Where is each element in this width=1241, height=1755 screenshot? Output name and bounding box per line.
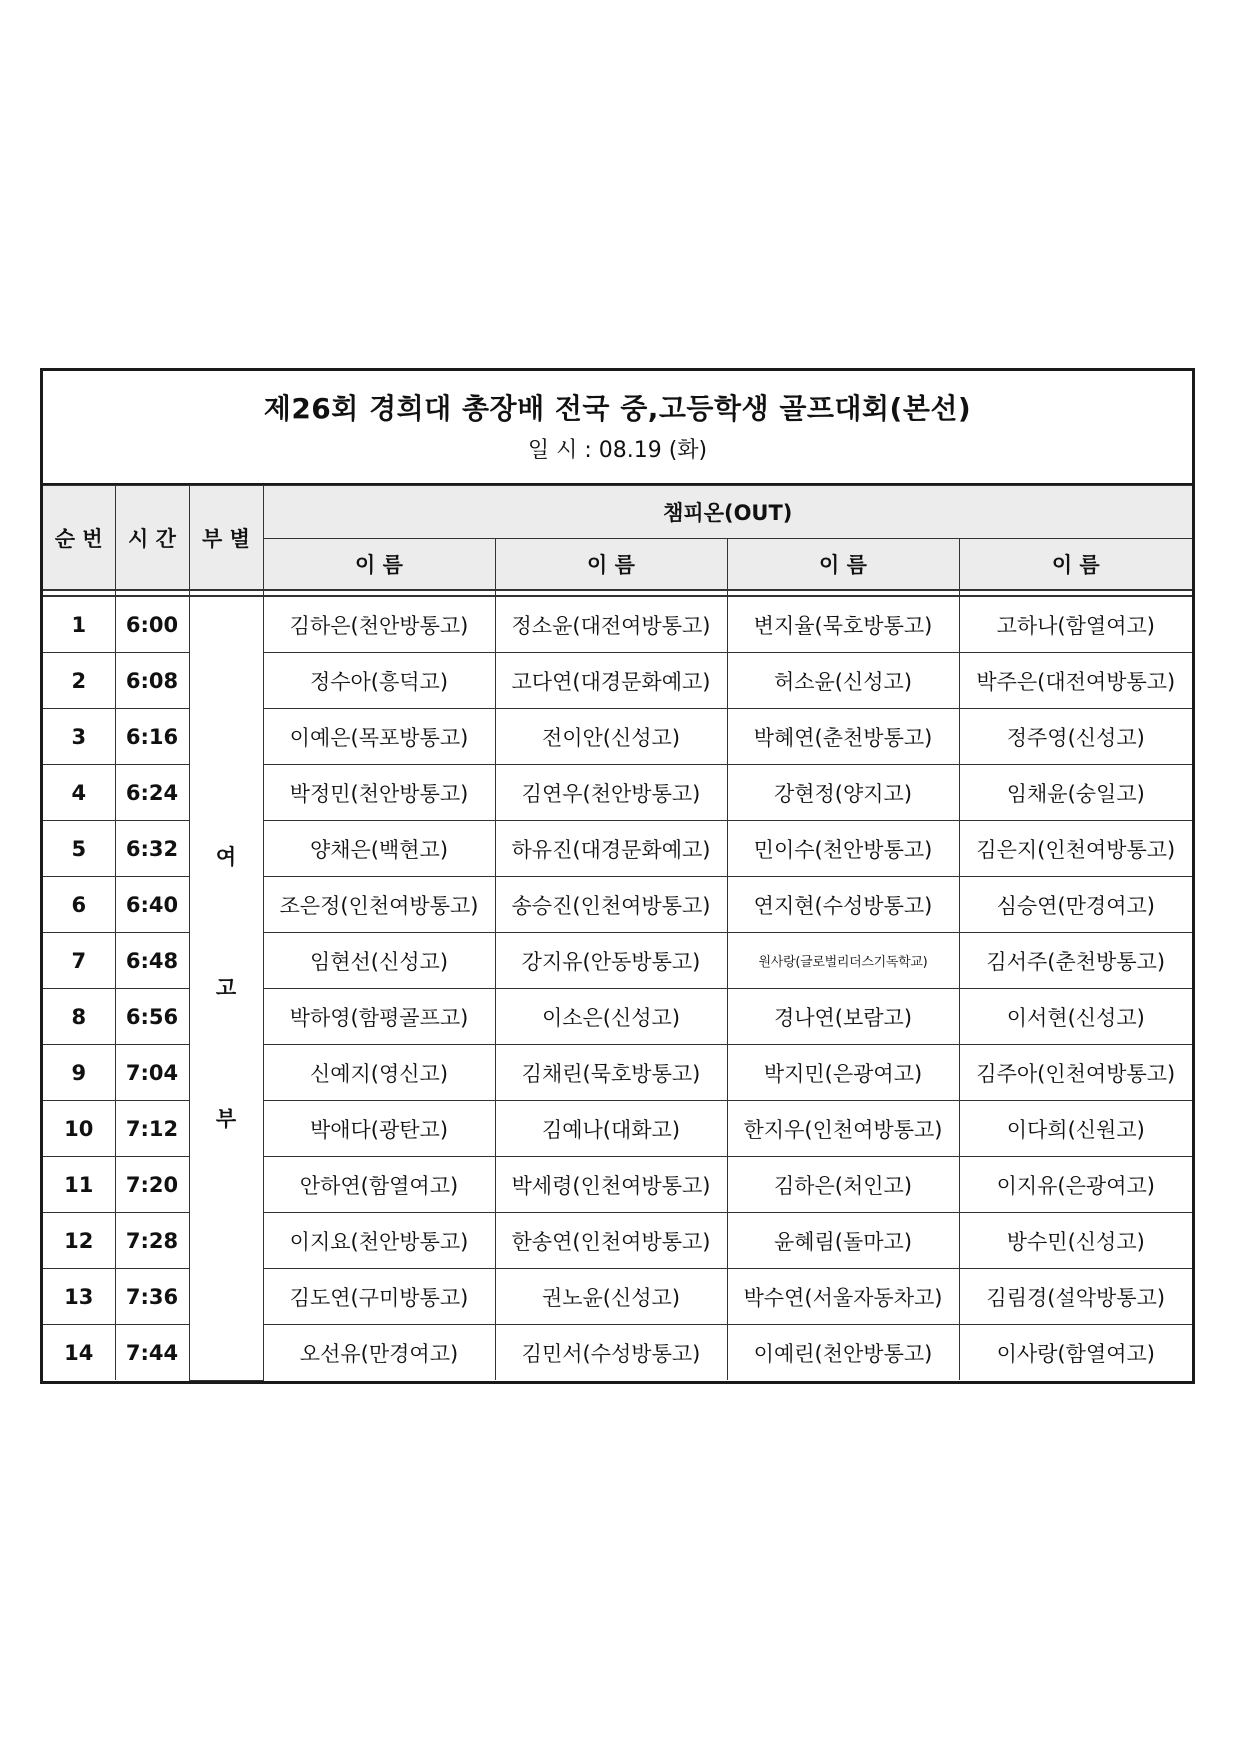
player-cell: 박세령(인천여방통고) <box>495 1157 727 1213</box>
page-title: 제26회 경희대 총장배 전국 중,고등학생 골프대회(본선) <box>263 392 972 425</box>
player-cell: 이사랑(함열여고) <box>959 1325 1192 1381</box>
player-cell: 이예은(목포방통고) <box>263 709 495 765</box>
time-cell: 6:08 <box>115 653 189 709</box>
division-char: 고 <box>215 975 237 1000</box>
player-cell: 김하은(처인고) <box>727 1157 959 1213</box>
player-cell: 강지유(안동방통고) <box>495 933 727 989</box>
player-cell: 민이수(천안방통고) <box>727 821 959 877</box>
header-time: 시 간 <box>115 486 189 591</box>
table-body <box>43 590 1192 1380</box>
time-cell: 7:12 <box>115 1101 189 1157</box>
time-cell: 6:24 <box>115 765 189 821</box>
player-cell: 강현정(양지고) <box>727 765 959 821</box>
player-cell: 윤혜림(돌마고) <box>727 1213 959 1269</box>
player-cell: 안하연(함열여고) <box>263 1157 495 1213</box>
header-name-3: 이 름 <box>727 539 959 591</box>
order-cell: 13 <box>43 1269 115 1325</box>
player-cell: 박주은(대전여방통고) <box>959 653 1192 709</box>
player-cell: 변지율(묵호방통고) <box>727 596 959 653</box>
header-name-2: 이 름 <box>495 539 727 591</box>
player-cell: 김서주(춘천방통고) <box>959 933 1192 989</box>
player-cell: 이예린(천안방통고) <box>727 1325 959 1381</box>
player-cell: 이지요(천안방통고) <box>263 1213 495 1269</box>
header-division: 부 별 <box>189 486 263 591</box>
time-cell: 7:36 <box>115 1269 189 1325</box>
player-cell: 송승진(인천여방통고) <box>495 877 727 933</box>
order-cell: 9 <box>43 1045 115 1101</box>
player-cell: 정주영(신성고) <box>959 709 1192 765</box>
player-cell: 한지우(인천여방통고) <box>727 1101 959 1157</box>
header-name-4: 이 름 <box>959 539 1192 591</box>
time-cell: 6:40 <box>115 877 189 933</box>
division-char: 부 <box>215 1106 237 1131</box>
order-cell: 1 <box>43 596 115 653</box>
order-cell: 12 <box>43 1213 115 1269</box>
player-cell: 전이안(신성고) <box>495 709 727 765</box>
time-cell: 7:44 <box>115 1325 189 1381</box>
player-cell: 오선유(만경여고) <box>263 1325 495 1381</box>
player-cell: 박정민(천안방통고) <box>263 765 495 821</box>
player-cell: 하유진(대경문화예고) <box>495 821 727 877</box>
player-cell: 정소윤(대전여방통고) <box>495 596 727 653</box>
player-cell: 정수아(흥덕고) <box>263 653 495 709</box>
player-cell: 박혜연(춘천방통고) <box>727 709 959 765</box>
title-block <box>43 371 1192 485</box>
player-cell: 임현선(신성고) <box>263 933 495 989</box>
player-cell: 박하영(함평골프고) <box>263 989 495 1045</box>
table-row <box>43 596 1192 653</box>
header-name-1: 이 름 <box>263 539 495 591</box>
order-cell: 4 <box>43 765 115 821</box>
player-cell: 김하은(천안방통고) <box>263 596 495 653</box>
order-cell: 6 <box>43 877 115 933</box>
player-cell: 고다연(대경문화예고) <box>495 653 727 709</box>
player-cell: 양채은(백현고) <box>263 821 495 877</box>
player-cell: 이서현(신성고) <box>959 989 1192 1045</box>
order-cell: 5 <box>43 821 115 877</box>
division-label <box>190 844 263 1131</box>
player-cell: 임채윤(숭일고) <box>959 765 1192 821</box>
player-cell: 경나연(보람고) <box>727 989 959 1045</box>
player-cell: 김예나(대화고) <box>495 1101 727 1157</box>
player-cell: 김림경(설악방통고) <box>959 1269 1192 1325</box>
time-cell: 7:20 <box>115 1157 189 1213</box>
order-cell: 10 <box>43 1101 115 1157</box>
player-cell: 김채린(묵호방통고) <box>495 1045 727 1101</box>
player-cell: 조은정(인천여방통고) <box>263 877 495 933</box>
player-cell: 김은지(인천여방통고) <box>959 821 1192 877</box>
order-cell: 7 <box>43 933 115 989</box>
division-char: 여 <box>215 844 237 869</box>
time-cell: 6:48 <box>115 933 189 989</box>
player-cell: 김연우(천안방통고) <box>495 765 727 821</box>
player-cell: 방수민(신성고) <box>959 1213 1192 1269</box>
date-line: 일 시 : 08.19 (화) <box>527 438 708 463</box>
order-cell: 14 <box>43 1325 115 1381</box>
tee-time-table <box>43 485 1192 1381</box>
player-cell: 고하나(함열여고) <box>959 596 1192 653</box>
header-course: 챔피온(OUT) <box>263 486 1192 539</box>
player-cell: 신예지(영신고) <box>263 1045 495 1101</box>
player-cell: 권노윤(신성고) <box>495 1269 727 1325</box>
player-cell: 한송연(인천여방통고) <box>495 1213 727 1269</box>
header-order: 순 번 <box>43 486 115 591</box>
player-cell: 심승연(만경여고) <box>959 877 1192 933</box>
player-cell: 김민서(수성방통고) <box>495 1325 727 1381</box>
division-cell <box>189 596 263 1380</box>
time-cell: 7:04 <box>115 1045 189 1101</box>
order-cell: 8 <box>43 989 115 1045</box>
player-cell: 박애다(광탄고) <box>263 1101 495 1157</box>
time-cell: 6:32 <box>115 821 189 877</box>
player-cell: 박수연(서울자동차고) <box>727 1269 959 1325</box>
player-cell: 이지유(은광여고) <box>959 1157 1192 1213</box>
player-cell: 박지민(은광여고) <box>727 1045 959 1101</box>
order-cell: 11 <box>43 1157 115 1213</box>
player-cell: 허소윤(신성고) <box>727 653 959 709</box>
player-cell: 원사랑(글로벌리더스기독학교) <box>727 933 959 989</box>
player-cell: 이다희(신원고) <box>959 1101 1192 1157</box>
time-cell: 6:56 <box>115 989 189 1045</box>
order-cell: 2 <box>43 653 115 709</box>
time-cell: 6:16 <box>115 709 189 765</box>
schedule-sheet <box>40 368 1195 1384</box>
player-cell: 김도연(구미방통고) <box>263 1269 495 1325</box>
time-cell: 7:28 <box>115 1213 189 1269</box>
order-cell: 3 <box>43 709 115 765</box>
player-cell: 연지현(수성방통고) <box>727 877 959 933</box>
time-cell: 6:00 <box>115 596 189 653</box>
player-cell: 김주아(인천여방통고) <box>959 1045 1192 1101</box>
player-cell: 이소은(신성고) <box>495 989 727 1045</box>
